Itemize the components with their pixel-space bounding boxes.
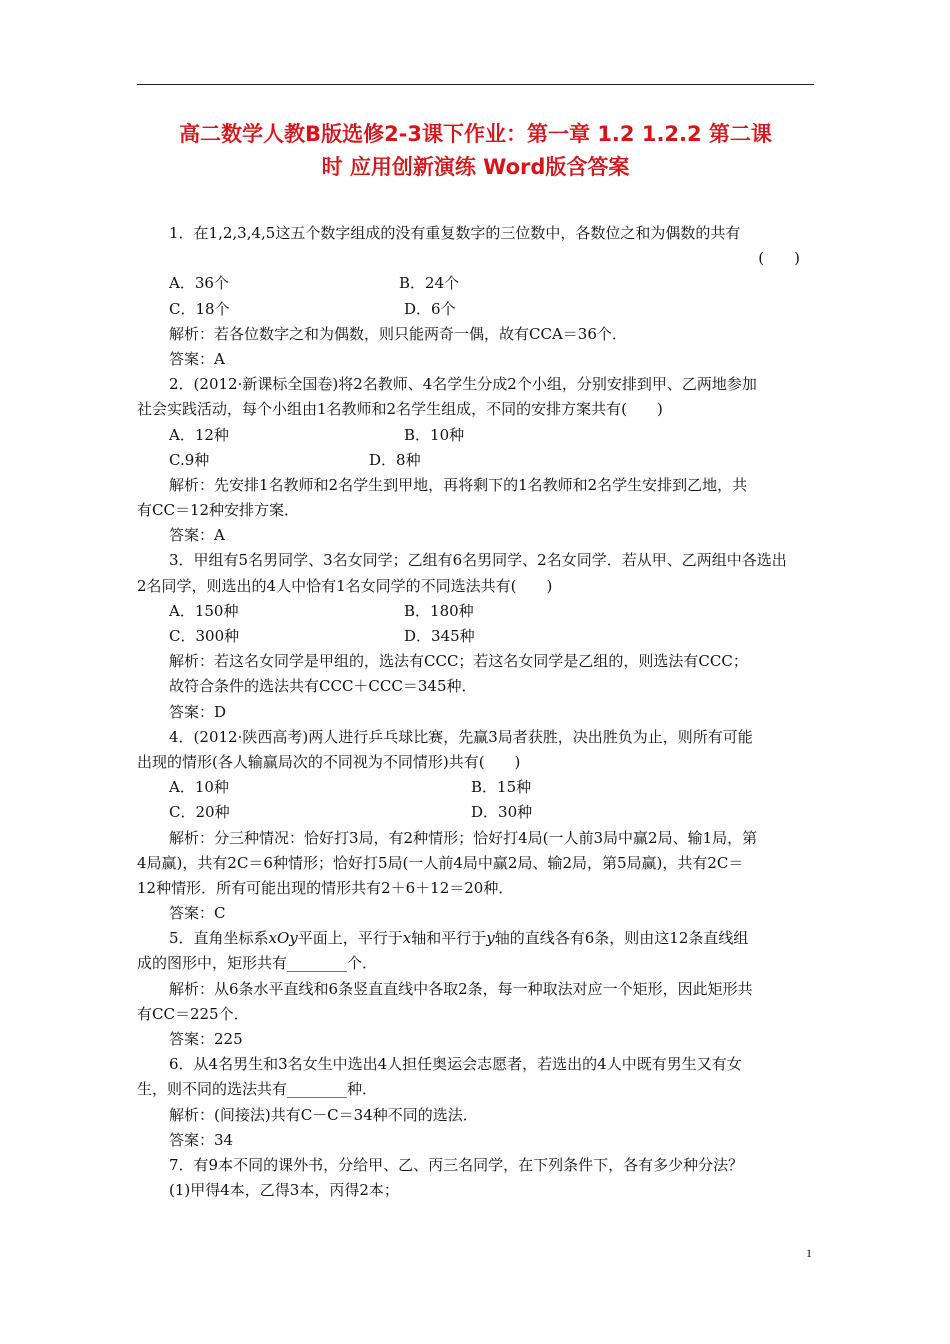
q3-option-b: B．180种 <box>404 601 474 620</box>
q1-options-row-1 <box>137 271 814 296</box>
q4-stem-line-1: 4．(2012·陕西高考)两人进行乒乓球比赛，先赢3局者获胜，决出胜负为止，则所有可能 <box>169 727 753 746</box>
page-number: 1 <box>806 1246 812 1260</box>
title-line-1: 高二数学人教B版选修2-3课下作业：第一章 1.2 1.2.2 第二课 <box>179 122 772 146</box>
q2-option-c: C.9种 <box>169 450 210 469</box>
q5-stem-part-2: 平面上，平行于 <box>297 929 403 948</box>
q4-option-d: D．30种 <box>471 803 533 822</box>
q1-option-a: A．36个 <box>169 274 229 293</box>
q1-answer: 答案：A <box>169 349 225 368</box>
q2-options-row-1 <box>137 423 814 448</box>
q1-options-row-2 <box>137 297 814 322</box>
q5-stem-part-3: 轴和平行于 <box>411 929 487 948</box>
q3-options-row-1 <box>137 599 814 624</box>
title-line-2: 时 应用创新演练 Word版含答案 <box>321 155 630 179</box>
q4-analysis-line-3: 12种情形．所有可能出现的情形共有2＋6＋12＝20种． <box>137 878 514 897</box>
q3-answer: 答案：D <box>169 702 227 721</box>
q2-stem-line-1: 2．(2012·新课标全国卷)将2名教师、4名学生分成2个小组，分别安排到甲、乙两地参加 <box>169 375 757 394</box>
q5-analysis-line-2: 有CC＝225个． <box>137 1004 249 1023</box>
q4-analysis-line-1: 解析：分三种情况：恰好打3局，有2种情形；恰好打4局(一人前3局中赢2局、输1局，第 <box>169 828 758 847</box>
q1-answer-paren: ( ) <box>758 249 800 268</box>
q3-options-row-2 <box>137 624 814 649</box>
q4-option-c: C．20种 <box>169 803 230 822</box>
q4-answer: 答案：C <box>169 904 226 923</box>
q2-analysis-line-2: 有CC＝12种安排方案． <box>137 501 300 520</box>
q4-stem-line-2: 出现的情形(各人输赢局次的不同视为不同情形)共有( ) <box>137 752 521 771</box>
q5-var-xoy: xOy <box>268 929 298 948</box>
q5-answer: 答案：225 <box>169 1030 243 1048</box>
q6-answer: 答案：34 <box>169 1130 234 1149</box>
q5-stem-line-1 <box>137 926 814 951</box>
q6-stem-line-1: 6．从4名男生和3名女生中选出4人担任奥运会志愿者，若选出的4人中既有男生又有女 <box>169 1055 742 1074</box>
q5-stem-part-1: 5．直角坐标系 <box>169 929 269 948</box>
q2-analysis-line-1: 解析：先安排1名教师和2名学生到甲地，再将剩下的1名教师和2名学生安排到乙地，共 <box>169 475 748 494</box>
q1-analysis: 解析：若各位数字之和为偶数，则只能两奇一偶，故有CCA＝36个． <box>169 324 627 343</box>
q2-option-b: B．10种 <box>404 425 465 444</box>
q3-stem-line-2: 2名同学，则选出的4人中恰有1名女同学的不同选法共有( ) <box>137 576 553 595</box>
q1-stem: 1．在1,2,3,4,5这五个数字组成的没有重复数字的三位数中，各数位之和为偶数的共有 <box>169 224 741 242</box>
q3-option-a: A．150种 <box>169 601 239 620</box>
q3-option-c: C．300种 <box>169 627 240 645</box>
q5-stem-part-4: 轴的直线各有6条，则由这12条直线组 <box>494 929 749 948</box>
q1-option-d: D．6个 <box>404 299 456 318</box>
q4-options-row-2 <box>137 800 814 825</box>
q4-option-a: A．10种 <box>169 778 229 797</box>
q3-analysis-line-1: 解析：若这名女同学是甲组的，选法有CCC；若这名女同学是乙组的，则选法有CCC； <box>169 652 748 671</box>
q6-analysis: 解析：(间接法)共有C－C＝34种不同的选法． <box>169 1105 478 1124</box>
document-body <box>137 221 814 1203</box>
q2-option-a: A．12种 <box>169 425 229 444</box>
q2-answer: 答案：A <box>169 526 225 545</box>
q3-stem-line-1: 3．甲组有5名男同学、3名女同学；乙组有6名男同学、2名女同学．若从甲、乙两组中各选出 <box>169 551 787 570</box>
q2-options-row-2 <box>137 448 814 473</box>
q4-options-row-1 <box>137 775 814 800</box>
header-rule <box>137 84 814 85</box>
q7-part-1: (1)甲得4本，乙得3本，丙得2本； <box>169 1181 399 1200</box>
q3-analysis-line-2: 故符合条件的选法共有CCC＋CCC＝345种． <box>169 677 477 696</box>
q5-analysis-line-1: 解析：从6条水平直线和6条竖直直线中各取2条，每一种取法对应一个矩形，因此矩形共 <box>169 979 753 998</box>
q2-stem-line-2: 社会实践活动，每个小组由1名教师和2名学生组成，不同的安排方案共有( ) <box>137 400 663 419</box>
q5-var-y: y <box>486 929 495 948</box>
q4-option-b: B．15种 <box>471 778 532 797</box>
q7-stem: 7．有9本不同的课外书，分给甲、乙、丙三名同学，在下列条件下，各有多少种分法？ <box>169 1155 744 1174</box>
q3-option-d: D．345种 <box>404 627 475 645</box>
q1-option-b: B．24个 <box>399 274 460 293</box>
q5-stem-line-2: 成的图形中，矩形共有________个． <box>137 954 378 973</box>
q5-var-x: x <box>402 929 412 948</box>
q6-stem-line-2: 生，则不同的选法共有________种． <box>137 1080 378 1099</box>
q4-analysis-line-2: 4局赢)，共有2C＝6种情形；恰好打5局(一人前4局中赢2局、输2局，第5局赢)，共有2C＝ <box>137 853 744 872</box>
document-title <box>137 118 814 184</box>
q1-option-c: C．18个 <box>169 299 230 318</box>
q2-option-d: D．8种 <box>369 450 421 469</box>
